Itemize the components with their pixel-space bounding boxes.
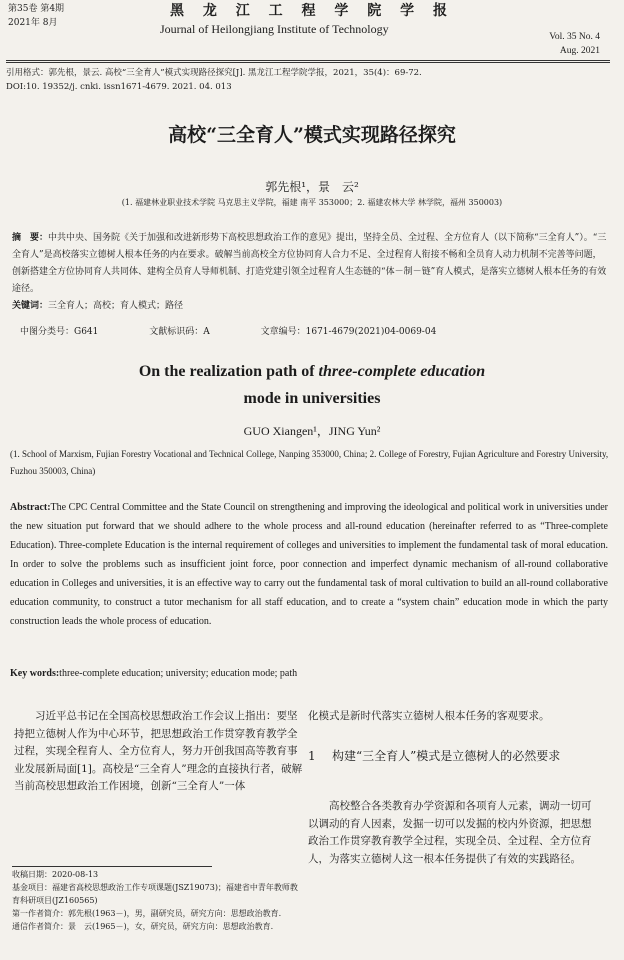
abstract-cn <box>12 230 610 315</box>
header-volume <box>8 2 64 30</box>
footnote-first-author: 第一作者简介：郭先根(1963－)，男，副研究员，研究方向：思想政治教育. <box>12 909 282 918</box>
volume-cn: 第35卷 第4期 <box>8 4 65 14</box>
journal-title-en: Journal of Heilongjiang Institute of Technology <box>160 22 389 36</box>
classification-line <box>20 324 610 337</box>
authors-en: GUO Xiangen¹，JING Yun² <box>243 424 381 438</box>
header-rule <box>6 60 610 61</box>
keywords-en-label: Key words: <box>10 668 60 679</box>
title-en-italic: three-complete education <box>318 363 486 380</box>
abstract-cn-label: 摘 要： <box>12 233 49 243</box>
body-right-paragraph: 化模式是新时代落实立德树人根本任务的客观要求。 <box>308 710 550 722</box>
abstract-en-label: Abstract: <box>10 502 51 513</box>
article-number: 文章编号：1671-4679(2021)04-0069-04 <box>260 327 437 337</box>
keywords-en <box>10 668 608 679</box>
keywords-cn-label: 关键词： <box>12 301 49 311</box>
doi-line: DOI:10. 19352/j. cnki. issn1671-4679. 2021. 04. 013 <box>6 82 232 92</box>
affiliation-en: (1. School of Marxism, Fujian Forestry Vocational and Technical College, Nanping 353000, China; 2. College of Forestry, Fujian Agriculture and Forestry University, Fuzhou 350003, China) <box>10 449 609 476</box>
date-en: Aug. 2021 <box>559 46 600 56</box>
header-rule-2 <box>6 62 610 63</box>
doc-code: 文献标识码：A <box>149 327 210 337</box>
affiliation-cn: (1. 福建林业职业技术学院 马克思主义学院，福建 南平 353000；2. 福建农林大学 林学院，福州 350003) <box>121 198 503 207</box>
keywords-cn-text: 三全育人；高校；育人模式；路径 <box>48 301 184 311</box>
title-en <box>0 358 624 412</box>
citation-line: 引用格式：郭先根，景云. 高校“三全育人”模式实现路径探究[J]. 黑龙江工程学院学报，2021，35(4)：69-72. <box>6 68 422 78</box>
authors-cn: 郭先根¹，景 云² <box>265 180 359 194</box>
section-1-heading <box>308 745 598 767</box>
section-1-number: 1 <box>308 749 316 763</box>
date-cn: 2021年 8月 <box>8 18 58 28</box>
footnote-funding: 基金项目：福建省高校思想政治工作专项课题(JSZ19073)；福建省中青年教师教育科研项目(JZ160565) <box>12 883 298 905</box>
citation <box>6 66 606 94</box>
section-1-body: 高校整合各类教育办学资源和各项育人元素，调动一切可以调动的育人因素，发掘一切可以发掘的校内外资源，把思想政治工作贯穿教育教学全过程，实现全员、全过程、全方位育人，为落实立德树人这一根本任务提供了有效的实践路径。 <box>308 800 592 865</box>
volume-en: Vol. 35 No. 4 <box>549 32 600 42</box>
abstract-en <box>10 498 608 631</box>
clc-number: 中图分类号：G641 <box>20 327 99 337</box>
title-en-part2: mode in universities <box>243 390 381 407</box>
keywords-en-text: three-complete education; university; education mode; path <box>59 668 298 679</box>
journal-title-cn: 黑 龙 江 工 程 学 院 学 报 <box>170 3 454 19</box>
footnote-corresponding-author: 通信作者简介：景 云(1965－)，女，研究员，研究方向：思想政治教育. <box>12 922 274 931</box>
footnotes <box>12 868 302 933</box>
header-volume-en <box>549 30 600 58</box>
abstract-en-text: The CPC Central Committee and the State Council on strengthening and improving the ideological and political work in universities under the new situation put forward that we should adhere to the whole process and all-round education (hereinafter referred to as “Three-complete Education). Three-complete Education is the internal requirement of colleges and universities to implement the fundamental task of moral education. In order to solve the problems such as insufficient joint force, poor connection and imperfect dynamic mechanism of all-round collaborative education in Colleges and universities, it is an effective way to carry out the fundamental task of moral cultivation to build an all-round collaborative education community, to construct a tutor mechanism for all staff education, and to create a “system chain” education mode in which the party construction leads the whole process of education. <box>10 502 608 627</box>
title-cn: 高校“三全育人”模式实现路径探究 <box>168 124 456 146</box>
abstract-cn-text: 中共中央、国务院《关于加强和改进新形势下高校思想政治工作的意见》提出，坚持全员、全过程、全方位育人（以下简称“三全育人”）。“三全育人”是高校落实立德树人根本任务的内在要求。破解当前高校全方位协同育人合力不足、全过程育人衔接不畅和全员育人动力机制不完善等问题，创新搭建全方位协同育人共同体、建构全员育人导师机制、打造党建引领全过程育人生态链的“体－制－链”育人模式，是落实立德树人根本任务的有效途径。 <box>12 233 607 294</box>
footnote-rule <box>12 866 212 867</box>
title-en-part1: On the realization path of <box>138 363 319 380</box>
body-left-paragraph: 习近平总书记在全国高校思想政治工作会议上指出：要坚持把立德树人作为中心环节，把思想政治工作贯穿教育教学全过程，实现全程育人、全方位育人，努力开创我国高等教育事业发展新局面[1]。高校是“三全育人”理念的直接执行者，破解当前高校思想政治工作困境，创新“三全育人”一体 <box>14 710 303 792</box>
section-1-title: 构建“三全育人”模式是立德树人的必然要求 <box>332 749 561 763</box>
footnote-received: 收稿日期：2020-08-13 <box>12 870 99 879</box>
